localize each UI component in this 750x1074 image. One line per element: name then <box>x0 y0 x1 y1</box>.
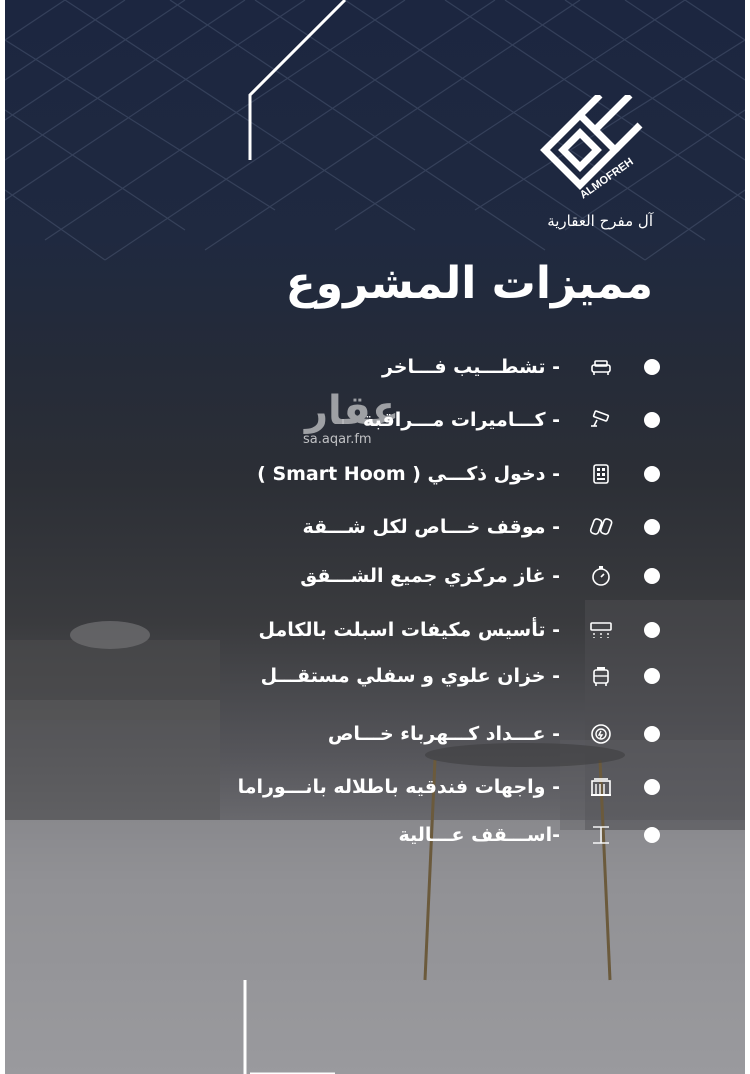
water-tank-icon <box>588 663 614 689</box>
sofa-icon <box>588 354 614 380</box>
feature-label: - غاز مركزي جميع الشـــقق <box>300 565 560 587</box>
bullet-icon <box>644 359 660 375</box>
feature-label: - عـــداد كـــهرباء خـــاص <box>327 723 560 745</box>
bullet-icon <box>644 568 660 584</box>
feature-label: - خزان علوي و سفلي مستقـــل <box>260 665 560 687</box>
feature-item <box>328 718 660 750</box>
electric-meter-icon <box>588 721 614 747</box>
ceiling-icon <box>588 822 614 848</box>
brand-name: آل مفرح العقارية <box>547 212 653 230</box>
feature-label: - تأسيس مكيفات اسبلت بالكامل <box>258 619 560 641</box>
feature-label: -اســـقف عـــالية <box>398 824 560 846</box>
gas-meter-icon <box>588 563 614 589</box>
watermark-logo: عقار <box>305 388 400 434</box>
feature-label: - تشطـــيب فـــاخر <box>381 356 560 378</box>
feature-label: - موقف خـــاص لكل شـــقة <box>302 516 560 538</box>
bullet-icon <box>644 412 660 428</box>
feature-item <box>303 511 660 543</box>
feature-label: - دخول ذكـــي ( Smart Hoom ) <box>257 463 560 485</box>
feature-item <box>300 560 660 592</box>
feature-item <box>363 404 660 436</box>
bullet-icon <box>644 668 660 684</box>
almofreh-logo <box>525 95 660 205</box>
bullet-icon <box>644 827 660 843</box>
feature-item <box>258 614 660 646</box>
poster <box>5 0 745 1074</box>
feature-item <box>257 458 660 490</box>
feature-label: - كـــاميرات مـــراقبة <box>362 409 560 431</box>
feature-label: - واجهات فندقيه باطلاله بانـــوراما <box>237 776 560 798</box>
bullet-icon <box>644 779 660 795</box>
logo-latin-text: ALMOFREH <box>577 155 636 202</box>
air-conditioner-icon <box>588 617 614 643</box>
building-facade-icon <box>588 774 614 800</box>
bullet-icon <box>644 726 660 742</box>
bullet-icon <box>644 466 660 482</box>
feature-item <box>399 819 661 851</box>
security-camera-icon <box>588 407 614 433</box>
parking-icon <box>588 514 614 540</box>
watermark-domain: sa.aqar.fm <box>303 432 372 447</box>
page-title: مميزات المشروع <box>285 258 653 309</box>
feature-item <box>238 771 660 803</box>
bullet-icon <box>644 622 660 638</box>
bullet-icon <box>644 519 660 535</box>
feature-item <box>382 351 660 383</box>
smart-lock-icon <box>588 461 614 487</box>
feature-item <box>261 660 660 692</box>
